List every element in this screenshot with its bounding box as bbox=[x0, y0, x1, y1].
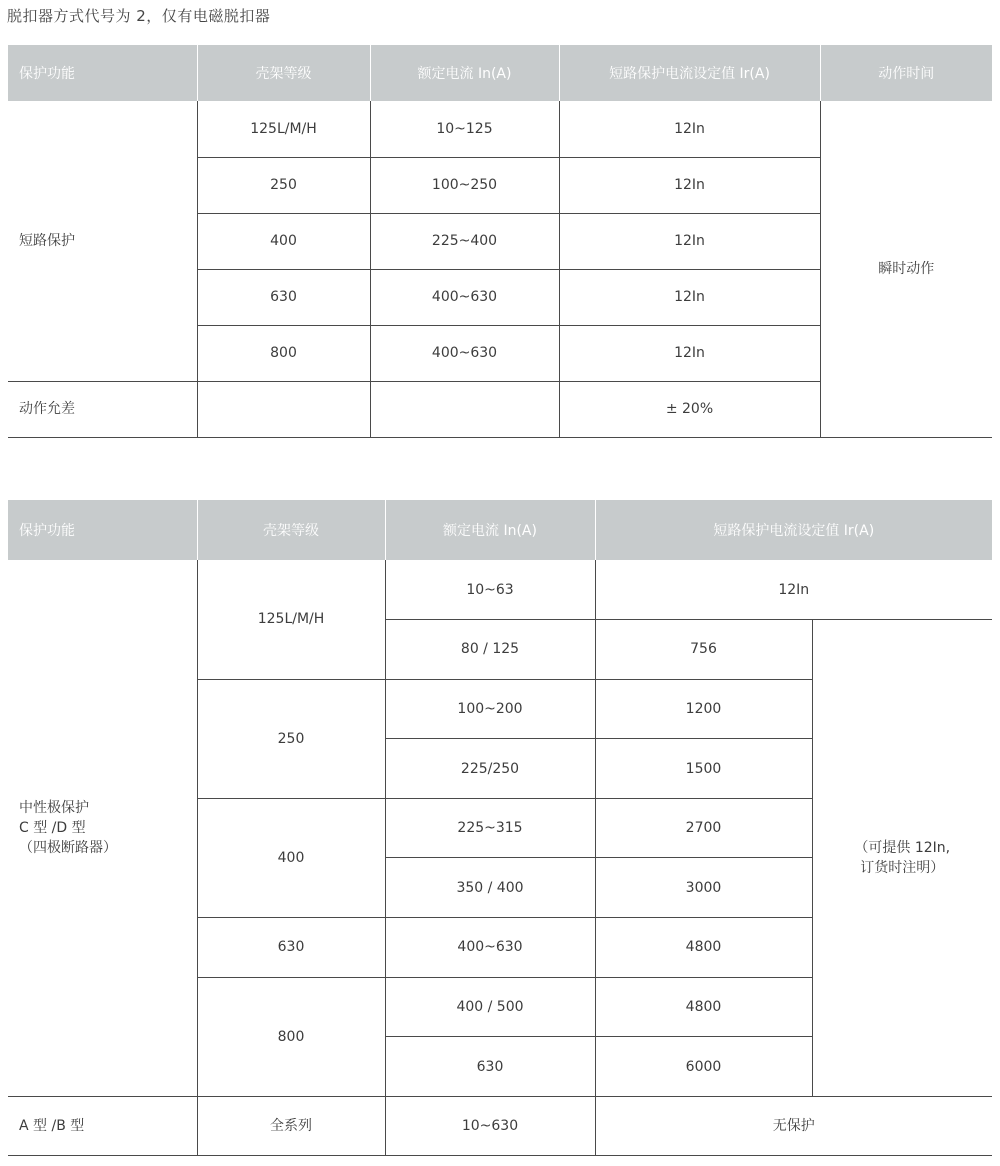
frame-cell: 800 bbox=[197, 325, 370, 381]
empty-cell bbox=[197, 381, 370, 437]
setting-cell: 6000 bbox=[595, 1037, 812, 1097]
current-cell: 225~315 bbox=[385, 798, 595, 858]
setting-cell: 1500 bbox=[595, 739, 812, 799]
current-cell: 10~630 bbox=[385, 1096, 595, 1156]
current-cell: 400~630 bbox=[370, 269, 559, 325]
current-cell: 350 / 400 bbox=[385, 858, 595, 918]
table-row bbox=[8, 101, 992, 157]
table-row bbox=[8, 560, 992, 620]
current-cell: 400~630 bbox=[385, 918, 595, 978]
setting-cell: 12In bbox=[595, 560, 992, 620]
header-frame-rating: 壳架等级 bbox=[197, 500, 385, 560]
frame-cell: 630 bbox=[197, 918, 385, 978]
setting-cell: 12In bbox=[559, 101, 820, 157]
header-protection-function: 保护功能 bbox=[8, 500, 197, 560]
frame-cell: 125L/M/H bbox=[197, 101, 370, 157]
current-cell: 400 / 500 bbox=[385, 977, 595, 1037]
current-cell: 630 bbox=[385, 1037, 595, 1097]
tolerance-label: 动作允差 bbox=[8, 381, 197, 437]
short-circuit-protection-table bbox=[8, 45, 992, 438]
current-cell: 400~630 bbox=[370, 325, 559, 381]
current-cell: 225~400 bbox=[370, 213, 559, 269]
note-line: 订货时注明） bbox=[860, 859, 945, 876]
section-caption: 脱扣器方式代号为 2，仅有电磁脱扣器 bbox=[7, 7, 271, 25]
setting-cell: 2700 bbox=[595, 798, 812, 858]
setting-cell: 12In bbox=[559, 157, 820, 213]
setting-cell: 12In bbox=[559, 325, 820, 381]
header-short-circuit-setting: 短路保护电流设定值 Ir(A) bbox=[595, 500, 992, 560]
current-cell: 10~125 bbox=[370, 101, 559, 157]
function-label-short-circuit: 短路保护 bbox=[8, 101, 197, 381]
header-rated-current: 额定电流 In(A) bbox=[385, 500, 595, 560]
frame-cell: 400 bbox=[197, 213, 370, 269]
setting-cell: 1200 bbox=[595, 679, 812, 739]
neutral-label-line: （四极断路器） bbox=[19, 839, 117, 856]
frame-cell: 400 bbox=[197, 798, 385, 917]
neutral-pole-protection-table bbox=[8, 500, 992, 1156]
header-short-circuit-setting: 短路保护电流设定值 Ir(A) bbox=[559, 45, 820, 101]
function-label-neutral bbox=[8, 560, 197, 1096]
table-row bbox=[8, 1096, 992, 1156]
table-header-row bbox=[8, 500, 992, 560]
header-rated-current: 额定电流 In(A) bbox=[370, 45, 559, 101]
setting-cell: 4800 bbox=[595, 977, 812, 1037]
frame-cell: 800 bbox=[197, 977, 385, 1096]
current-cell: 80 / 125 bbox=[385, 620, 595, 680]
empty-cell bbox=[370, 381, 559, 437]
header-protection-function: 保护功能 bbox=[8, 45, 197, 101]
note-line: （可提供 12In, bbox=[854, 839, 951, 856]
neutral-label-line: C 型 /D 型 bbox=[19, 819, 86, 836]
current-cell: 100~200 bbox=[385, 679, 595, 739]
function-label-ab-type: A 型 /B 型 bbox=[8, 1096, 197, 1156]
setting-cell: 无保护 bbox=[595, 1096, 992, 1156]
neutral-label-line: 中性极保护 bbox=[19, 799, 89, 816]
header-action-time: 动作时间 bbox=[820, 45, 992, 101]
table-header-row bbox=[8, 45, 992, 101]
setting-cell: 12In bbox=[559, 213, 820, 269]
setting-cell: 4800 bbox=[595, 918, 812, 978]
current-cell: 225/250 bbox=[385, 739, 595, 799]
frame-cell: 全系列 bbox=[197, 1096, 385, 1156]
frame-cell: 630 bbox=[197, 269, 370, 325]
setting-cell: 12In bbox=[559, 269, 820, 325]
header-frame-rating: 壳架等级 bbox=[197, 45, 370, 101]
frame-cell: 125L/M/H bbox=[197, 560, 385, 679]
note-cell bbox=[812, 620, 992, 1097]
setting-cell: 3000 bbox=[595, 858, 812, 918]
frame-cell: 250 bbox=[197, 157, 370, 213]
setting-cell: 756 bbox=[595, 620, 812, 680]
action-time-cell: 瞬时动作 bbox=[820, 101, 992, 437]
current-cell: 10~63 bbox=[385, 560, 595, 620]
frame-cell: 250 bbox=[197, 679, 385, 798]
current-cell: 100~250 bbox=[370, 157, 559, 213]
tolerance-value: ± 20% bbox=[559, 381, 820, 437]
